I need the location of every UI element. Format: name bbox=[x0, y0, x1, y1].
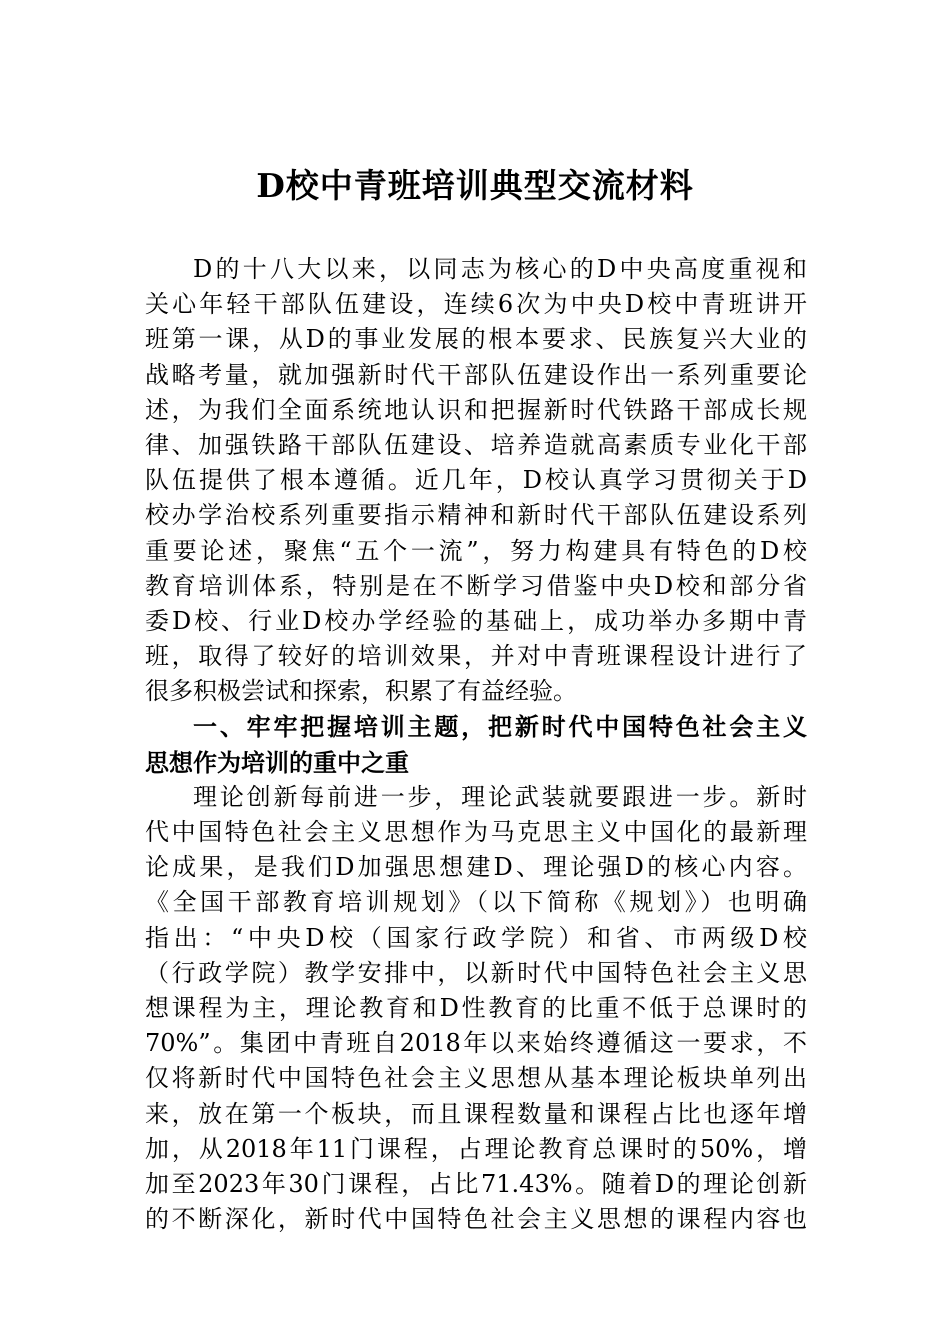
text-line: D的十八大以来，以同志为核心的D中央高度重视和 bbox=[193, 255, 807, 283]
text-line: 教育培训体系，特别是在不断学习借鉴中央D校和部分省 bbox=[145, 571, 807, 600]
text-line: 指出：“中央D校（国家行政学院）和省、市两级D校 bbox=[145, 923, 807, 952]
text-line: 理论创新每前进一步，理论武装就要跟进一步。新时 bbox=[193, 782, 807, 811]
text-line: 70%”。集团中青班自2018年以来始终遵循这一要求，不 bbox=[145, 1029, 807, 1058]
text-line: 委D校、行业D校办学经验的基础上，成功举办多期中青 bbox=[145, 606, 807, 635]
text-line: 论成果，是我们D加强思想建D、理论强D的核心内容。 bbox=[145, 853, 807, 882]
section-heading-1 bbox=[145, 709, 807, 779]
text-line: 律、加强铁路干部队伍建设、培养造就高素质专业化干部 bbox=[145, 430, 807, 459]
paragraph-section-1 bbox=[145, 780, 807, 1237]
text-line: 《全国干部教育培训规划》（以下简称《规划》）也明确 bbox=[145, 888, 807, 917]
heading-line: 思想作为培训的重中之重 bbox=[145, 747, 409, 777]
text-line: 述，为我们全面系统地认识和把握新时代铁路干部成长规 bbox=[145, 395, 807, 424]
paragraph-intro bbox=[145, 252, 807, 709]
text-line: 加至2023年30门课程，占比71.43%。随着D的理论创新 bbox=[145, 1169, 807, 1198]
text-line: 很多积极尝试和探索，积累了有益经验。 bbox=[145, 677, 577, 706]
text-line: 班第一课，从D的事业发展的根本要求、民族复兴大业的 bbox=[145, 325, 807, 354]
heading-line: 一、牢牢把握培训主题，把新时代中国特色社会主义 bbox=[193, 712, 807, 742]
text-line: 代中国特色社会主义思想作为马克思主义中国化的最新理 bbox=[145, 818, 807, 846]
text-line: （行政学院）教学安排中，以新时代中国特色社会主义思 bbox=[145, 958, 807, 987]
text-line: 战略考量，就加强新时代干部队伍建设作出一系列重要论 bbox=[145, 360, 807, 389]
text-line: 来，放在第一个板块，而且课程数量和课程占比也逐年增 bbox=[145, 1099, 807, 1128]
text-line: 关心年轻干部队伍建设，连续6次为中央D校中青班讲开 bbox=[145, 290, 807, 319]
text-line: 班，取得了较好的培训效果，并对中青班课程设计进行了 bbox=[145, 642, 807, 671]
text-line: 的不断深化，新时代中国特色社会主义思想的课程内容也 bbox=[145, 1205, 807, 1234]
text-line: 加，从2018年11门课程，占理论教育总课时的50%，增 bbox=[145, 1134, 807, 1163]
text-line: 队伍提供了根本遵循。近几年，D校认真学习贯彻关于D bbox=[145, 466, 807, 495]
document-body bbox=[145, 252, 807, 1237]
text-line: 校办学治校系列重要指示精神和新时代干部队伍建设系列 bbox=[145, 501, 807, 530]
text-line: 仅将新时代中国特色社会主义思想从基本理论板块单列出 bbox=[145, 1064, 807, 1093]
document-title: D校中青班培训典型交流材料 bbox=[256, 166, 694, 205]
text-line: 重要论述，聚焦“五个一流”，努力构建具有特色的D校 bbox=[145, 536, 807, 565]
text-line: 想课程为主，理论教育和D性教育的比重不低于总课时的 bbox=[145, 993, 807, 1022]
